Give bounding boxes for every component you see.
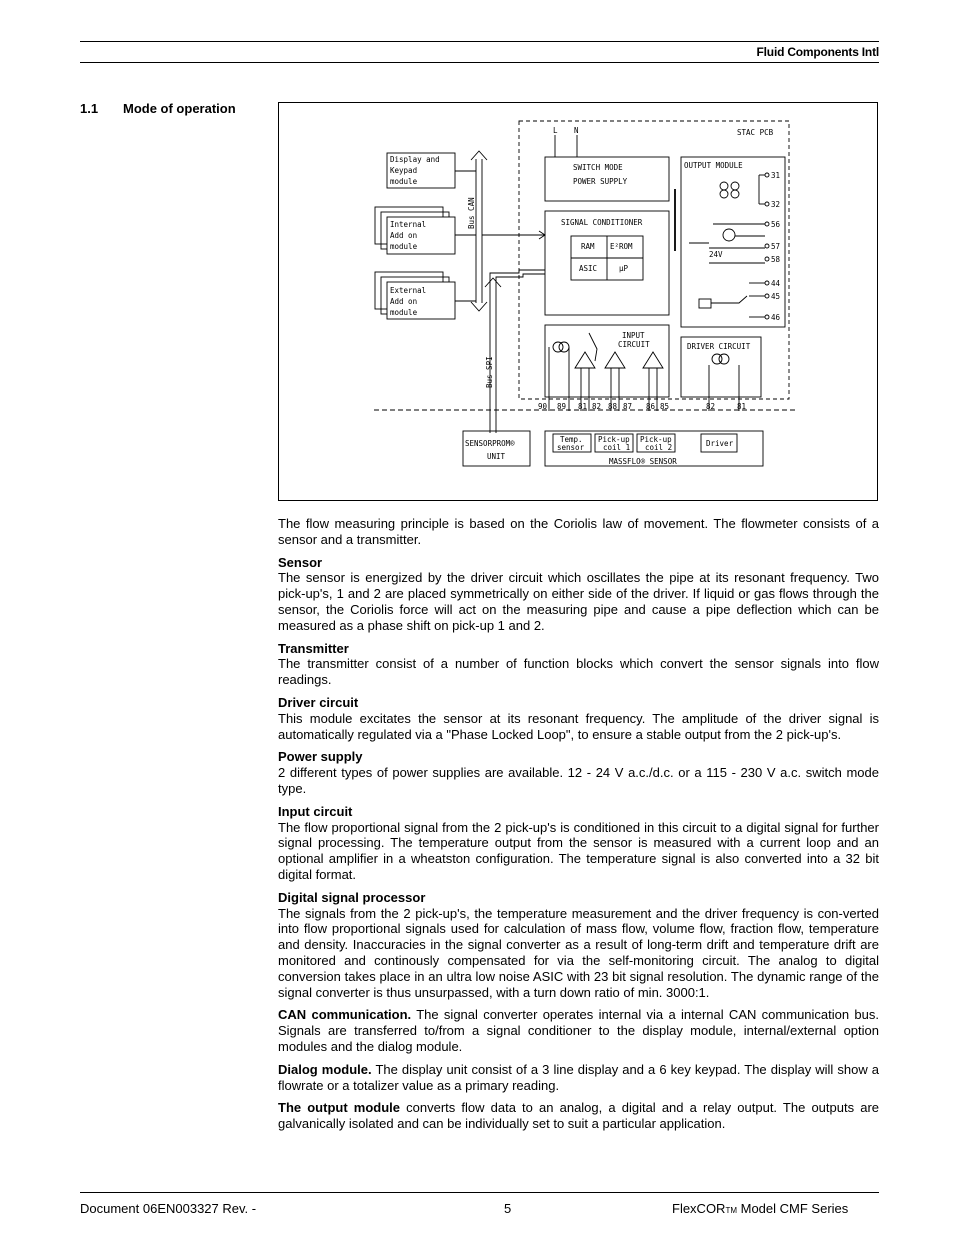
body-text	[278, 516, 879, 1139]
sensor-section	[278, 555, 879, 634]
label-asic: ASIC	[579, 264, 598, 273]
output-text: converts flow data to an analog, a digital and a relay output. The outputs are galvanically isolated and can be individually set to suit a particular application.	[278, 1100, 880, 1132]
dialog-text: The display unit consist of a 3 line display and a 6 key keypad. The display will show a flowrate or a totalizer value as a primary reading.	[278, 1061, 880, 1093]
header-rule-bottom	[80, 62, 879, 63]
label-pick1-1: Pick-up	[598, 435, 630, 444]
terminal-87: 87	[623, 402, 633, 411]
terminal-57: 57	[771, 242, 781, 251]
power-text: 2 different types of power supplies are available. 12 - 24 V a.c./d.c. or a 115 - 230 V a.c. switch mode type.	[278, 765, 879, 796]
footer-model	[672, 1201, 848, 1216]
terminal-89: 89	[557, 402, 567, 411]
sensor-text: The sensor is energized by the driver circuit which oscillates the pipe at its resonant frequency. Two pick-up's, 1 and 2 are placed symmetrically on either side of the driver. If liquid or gas flows through the sensor, the Coriolis force will act on the measuring pipe and cause a pipe deflection which can be measured as a phase shift on pick-up 1 and 2.	[278, 570, 879, 633]
can-heading: CAN communication.	[278, 1007, 412, 1023]
driver-section	[278, 695, 879, 742]
header-rule-top	[80, 41, 879, 42]
terminal-44: 44	[771, 279, 781, 288]
label-driver-circuit: DRIVER CIRCUIT	[687, 342, 751, 351]
block-diagram	[279, 103, 879, 502]
section-number: 1.1	[80, 101, 99, 116]
label-ram: RAM	[581, 242, 595, 251]
transmitter-section	[278, 641, 879, 688]
label-stac-pcb: STAC PCB	[737, 128, 774, 137]
label-signal-conditioner: SIGNAL CONDITIONER	[561, 218, 643, 227]
label-temp-2: sensor	[557, 443, 585, 452]
label-pick1-2: coil 1	[603, 443, 631, 452]
terminal-45: 45	[771, 292, 781, 301]
label-sensorprom-2: UNIT	[487, 452, 506, 461]
label-external-3: module	[390, 308, 418, 317]
terminal-46: 46	[771, 313, 781, 322]
transmitter-heading: Transmitter	[278, 640, 349, 656]
label-display-3: module	[390, 177, 418, 186]
can-text: The signal converter operates internal via a internal CAN communication bus. Signals are transferred to/from a signal conditioner to the display module, internal/external option modules and the dialog module.	[278, 1007, 879, 1054]
label-temp-1: Temp.	[560, 435, 583, 444]
label-display-2: Keypad	[390, 166, 418, 175]
intro-paragraph: The flow measuring principle is based on the Coriolis law of movement. The flowmeter consists of a sensor and a transmitter.	[278, 516, 879, 547]
label-output-module: OUTPUT MODULE	[684, 161, 743, 170]
driver-heading: Driver circuit	[278, 694, 359, 710]
input-section	[278, 804, 879, 883]
label-massflo: MASSFLO® SENSOR	[609, 457, 677, 466]
label-display-1: Display and	[390, 155, 440, 164]
label-internal-2: Add on	[390, 231, 418, 240]
section-title: Mode of operation	[123, 101, 236, 116]
can-section	[278, 1007, 879, 1054]
footer-document-id: Document 06EN003327 Rev. -	[80, 1201, 257, 1216]
terminal-32: 32	[771, 200, 781, 209]
label-internal-1: Internal	[390, 220, 427, 229]
output-section	[278, 1100, 879, 1132]
terminal-85: 85	[660, 402, 670, 411]
terminal-88: 88	[608, 402, 618, 411]
label-bus-spi: Bus SPI	[485, 356, 494, 388]
label-internal-3: module	[390, 242, 418, 251]
sensor-heading: Sensor	[278, 554, 323, 570]
label-up: μP	[619, 264, 629, 273]
dsp-section	[278, 890, 879, 1001]
label-pick2-2: coil 2	[645, 443, 673, 452]
driver-text: This module excitates the sensor at its resonant frequency. The amplitude of the driver signal is automatically regulated via a "Phase Locked Loop", to ensure a stable output from the 2 pick-up's.	[278, 710, 879, 742]
terminal-82b: 82	[706, 402, 716, 411]
terminal-86: 86	[646, 402, 656, 411]
power-heading: Power supply	[278, 749, 363, 765]
output-heading: The output module	[278, 1100, 401, 1116]
terminal-82a: 82	[592, 402, 602, 411]
power-section	[278, 749, 879, 796]
terminal-90: 90	[538, 402, 548, 411]
footer-rule	[80, 1192, 879, 1193]
dialog-heading: Dialog module.	[278, 1061, 372, 1077]
label-24v: 24V	[709, 250, 723, 259]
dialog-section	[278, 1062, 879, 1094]
label-driver: Driver	[706, 439, 734, 448]
label-sensorprom-1: SENSORPROM®	[465, 439, 515, 448]
footer-trademark: TM	[725, 1206, 738, 1215]
terminal-31: 31	[771, 171, 781, 180]
input-heading: Input circuit	[278, 803, 353, 819]
label-smps-1: SWITCH MODE	[573, 163, 623, 172]
terminal-56: 56	[771, 220, 781, 229]
input-text: The flow proportional signal from the 2 pick-up's is conditioned in this circuit to a digital signal for further signal processing. The temperature output from the sensor is measured with a current loop and an optional amplifier in a wheatston configuration. The temperature signal is also converted into a 32 bit digital format.	[278, 819, 879, 882]
footer-brand: FlexCOR	[672, 1201, 726, 1216]
label-smps-2: POWER SUPPLY	[573, 177, 628, 186]
dsp-text: The signals from the 2 pick-up's, the temperature measurement and the driver frequency is con-verted into flow proportional signals used for calculation of mass flow, volume flow, fraction flow, temperature and density. Inaccuracies in the signal converter as a result of long-term drift and temperature drift are monitored and continously compensated for via the self-monitoring circuit. The analog to digital conversion takes place in an ultra low noise ASIC with 23 bit signal resolution. The dynamic range of the signal converter is thus unsurpassed, with a turn down ratio of min. 3000:1.	[278, 905, 879, 1000]
transmitter-text: The transmitter consist of a number of function blocks which convert the sensor signals into flow readings.	[278, 656, 879, 688]
terminal-81b: 81	[737, 402, 747, 411]
label-e2rom: E²ROM	[610, 242, 633, 251]
footer-page-number: 5	[504, 1201, 512, 1216]
label-N: N	[574, 126, 579, 135]
label-pick2-1: Pick-up	[640, 435, 672, 444]
label-L: L	[553, 126, 558, 135]
company-name: Fluid Components Intl	[756, 45, 879, 59]
block-diagram-figure	[278, 102, 878, 501]
label-external-2: Add on	[390, 297, 418, 306]
footer-model-name: Model CMF Series	[737, 1201, 849, 1216]
terminal-81a: 81	[578, 402, 588, 411]
label-bus-can: Bus CAN	[467, 197, 476, 229]
label-input-2: CIRCUIT	[618, 340, 650, 349]
label-external-1: External	[390, 286, 427, 295]
label-input-1: INPUT	[622, 331, 645, 340]
dsp-heading: Digital signal processor	[278, 889, 426, 905]
terminal-58: 58	[771, 255, 781, 264]
